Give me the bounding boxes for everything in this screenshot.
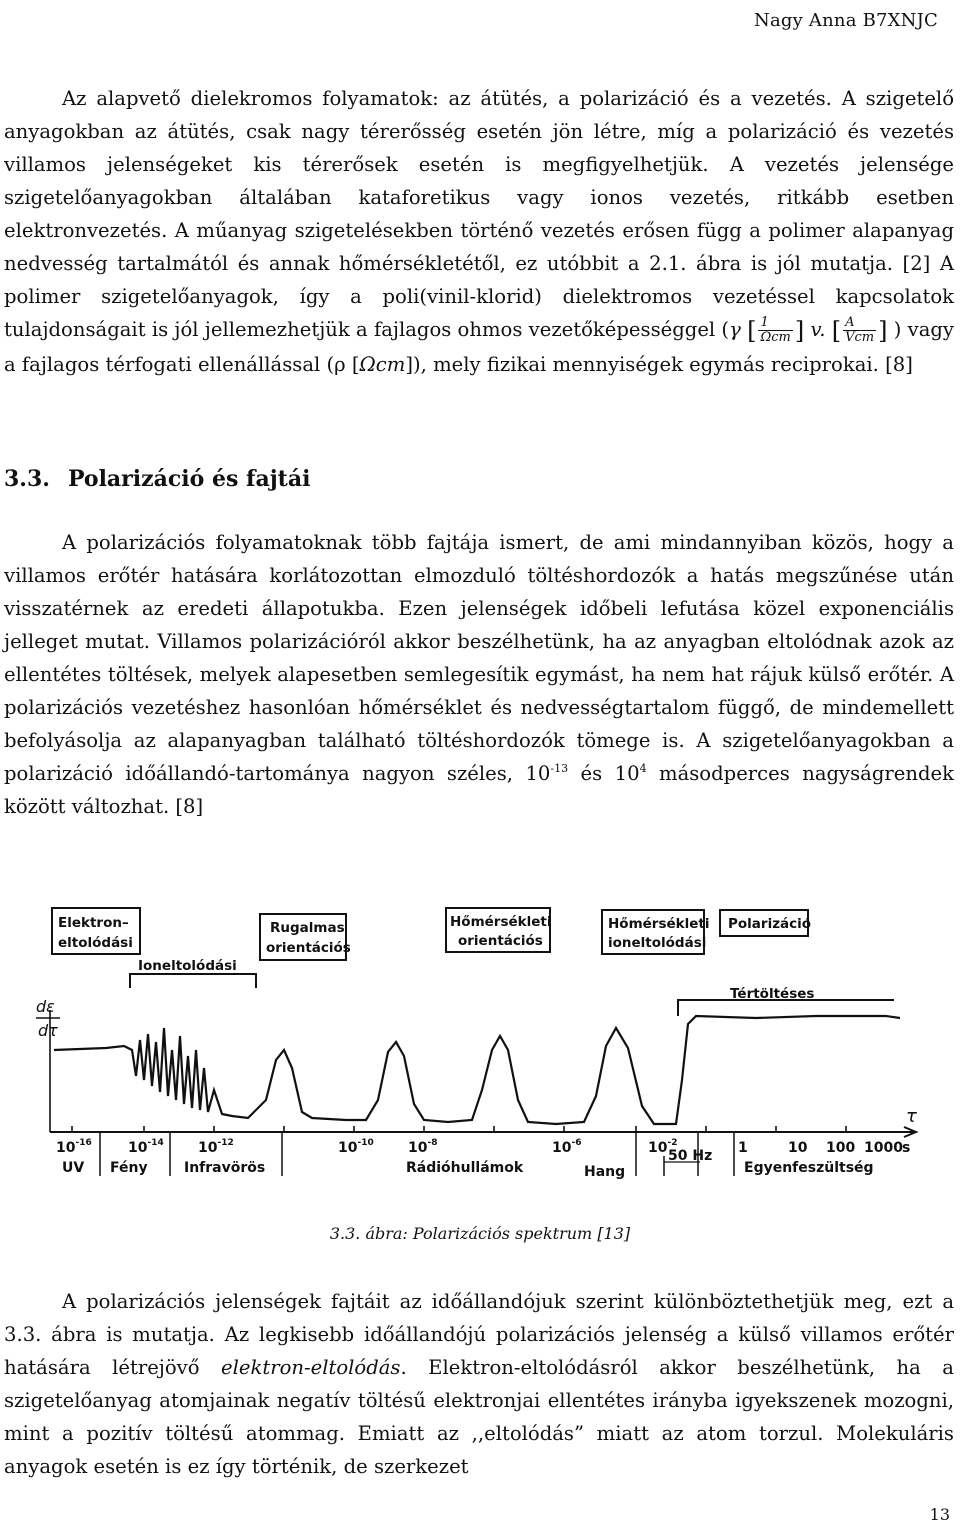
polarization-spectrum-figure	[36, 900, 936, 1200]
box-label: orientációs	[266, 940, 351, 956]
types-paragraph	[4, 1285, 954, 1483]
band-label: Rádióhullámok	[406, 1160, 524, 1176]
box-label: Hőmérsékleti	[450, 914, 552, 930]
fraction-numerator: A	[843, 316, 876, 331]
space-charge-label: Tértöltéses	[730, 986, 815, 1002]
band-label: Hang	[584, 1164, 626, 1180]
section-heading	[4, 466, 310, 492]
intro-paragraph	[4, 82, 954, 381]
para2-text-2: és 10	[568, 762, 640, 785]
fraction-denominator: Ωcm	[760, 330, 791, 345]
bracket-open: [	[747, 317, 757, 345]
box-label: ioneltolódási	[608, 935, 707, 951]
fraction-denominator: Vcm	[845, 330, 875, 345]
box-label: orientációs	[458, 933, 543, 949]
x-axis-symbol: τ	[906, 1106, 917, 1127]
spectrum-curve	[54, 1016, 900, 1124]
para3-text-2: . Elektron-eltolódásról akkor beszélhetünk, ha a szigetelőanyag atomjainak negatív töltésű elektronjai ellentétes irányba igyekszenek mozogni, mint a pozitív töltésű atommag. Emiatt az ,,eltolódás” miatt az atom torzul. Molekuláris anyagok esetén is ez így történik, de szerkezet	[4, 1356, 954, 1478]
para2-text-1: A polarizációs folyamatoknak több fajtája ismert, de ami mindannyiban közös, hogy a villamos erőtér hatására korlátozottan elmozduló töltéshordozók a hatás megszűnése után visszatérnek az eredeti állapotukba. Ezen jelenségek időbeli lefutása közel exponenciális jelleget mutat. Villamos polarizációról akkor beszélhetünk, ha az anyagban eltolódnak azok az ellentétes töltések, melyek alapesetben semlegesítik egymást, ha nem hat rájuk külső erőtér. A polarizációs vezetéshez hasonlóan hőmérséklet és nedvességtartalom függő, de mindemellett befolyásolja az alapanyagban található töltéshordozók tömege is. A szigetelőanyagokban a polarizáció időállandó-tartománya nagyon széles, 10	[4, 531, 954, 785]
tick-label: s	[902, 1140, 911, 1156]
page-header-author: Nagy Anna B7XNJC	[754, 10, 938, 31]
tick-label: $10^{-6}$	[552, 1138, 582, 1156]
para3-text-1: A polarizációs jelenségek fajtáit az időállandójuk szerint különböztethetjük meg, ezt a 3.3. ábra is mutatja. Az legkisebb időállandójú polarizációs jelenség a külső villamos erőtér hatására létrejövő	[4, 1290, 954, 1379]
section-title: Polarizáció és fajtái	[67, 466, 311, 492]
space-charge-bracket	[678, 1000, 894, 1016]
tick-label: $10^{-10}$	[338, 1138, 374, 1156]
tick-label: 100	[826, 1140, 856, 1156]
tick-label: 1000	[864, 1140, 903, 1156]
ion-shift-label: Ioneltolódási	[138, 958, 237, 974]
box-label: Rugalmas	[270, 920, 345, 936]
tick-label: $10^{-2}$	[648, 1138, 678, 1156]
bracket-close: ]	[878, 317, 888, 345]
spectrum-diagram	[36, 900, 936, 1200]
tick-label: $10^{-14}$	[128, 1138, 164, 1156]
section-number: 3.3.	[4, 466, 50, 492]
bracket-close: ]	[794, 317, 805, 345]
box-label: Elektron–	[58, 915, 129, 931]
intro-text-1: Az alapvető dielekromos folyamatok: az átütés, a polarizáció és a vezetés. A szigetelő anyagokban az átütés, csak nagy térerősség esetén jön létre, míg a polarizáció és vezetés villamos jelenségeket kis térerősek esetén is megfigyelhetjük. A vezetés jelensége szigetelőanyagokban általában kataforetikus vagy ionos vezetés, ritkább esetben elektronvezetés. A műanyag szigetelésekben történő vezetés erősen függ a polimer alapanyag nedvesség tartalmától és annak hőmérsékletétől, ez utóbbit a 2.1. ábra is jól mutatja. [2] A polimer szigetelőanyagok, így a poli(vinil-klorid) dielektromos vezetéssel kapcsolatok tulajdonságait is jól jellemezhetjük a fajlagos ohmos vezetőképességgel (	[4, 87, 954, 341]
ohm-cm-unit: Ωcm	[359, 353, 406, 376]
band-label: Egyenfeszültség	[744, 1160, 874, 1176]
figure-caption: 3.3. ábra: Polarizációs spektrum [13]	[329, 1224, 631, 1243]
tick-label: 1	[738, 1140, 748, 1156]
band-label: Fény	[110, 1160, 148, 1176]
para2-text-3: másodperces nagyságrendek között változhat. [8]	[4, 762, 954, 818]
bracket-open: [	[831, 317, 842, 345]
fraction-numerator: 1	[758, 316, 792, 331]
page-number: 13	[929, 1505, 950, 1524]
tick-label: 10	[788, 1140, 808, 1156]
exponent: 4	[639, 762, 647, 775]
exponent: -13	[550, 762, 569, 775]
band-label: Infravörös	[184, 1160, 266, 1176]
fraction-a-over-v-cm	[843, 316, 876, 345]
emphasis-electron-shift: elektron-eltolódás	[221, 1356, 401, 1379]
intro-text-3: ]), mely fizikai mennyiségek egymás reciprokai. [8]	[405, 353, 913, 376]
box-label: Hőmérsékleti	[608, 916, 710, 932]
fraction-one-over-ohm-cm	[758, 316, 792, 345]
polarization-paragraph	[4, 526, 954, 823]
gamma-symbol: γ	[729, 318, 741, 341]
tick-label: $10^{-12}$	[198, 1138, 234, 1156]
band-label: 50 Hz	[668, 1148, 713, 1164]
band-label: UV	[62, 1160, 85, 1176]
y-axis-label-denominator: dτ	[38, 1021, 58, 1040]
tick-label: $10^{-8}$	[408, 1138, 438, 1156]
intro-text-2: ) vagy a fajlagos térfogati ellenállással (ρ [	[4, 318, 954, 376]
y-axis-label-numerator: dε	[36, 997, 55, 1016]
nu-symbol: v.	[810, 318, 826, 341]
ion-shift-bracket	[130, 974, 256, 988]
tick-label: $10^{-16}$	[56, 1138, 92, 1156]
box-label: eltolódási	[58, 935, 133, 951]
box-label: Polarizáció	[728, 916, 812, 932]
